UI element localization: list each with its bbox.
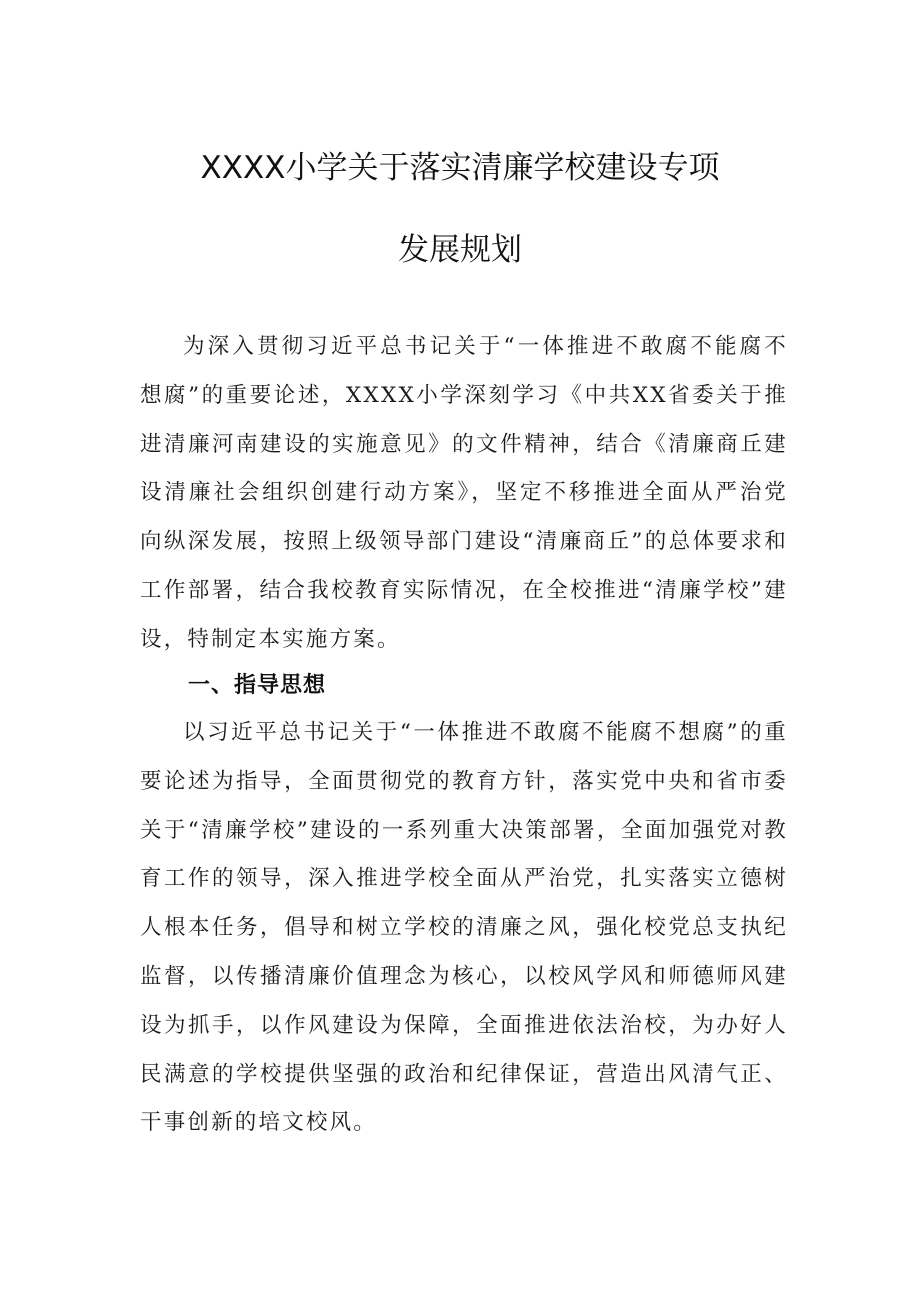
document-title-line-2: 发展规划 (398, 232, 522, 268)
section-paragraph-guiding-ideology: 以习近平总书记关于“一体推进不敢腐不能腐不想腐”的重要论述为指导，全面贯彻党的教育方针，落实党中央和省市委关于“清廉学校”建设的一系列重大决策部署，全面加强党对教育工作的领导，深入推进学校全面从严治党，扎实落实立德树人根本任务，倡导和树立学校的清廉之风，强化校党总支执纪监督，以传播清廉价值理念为核心，以校风学风和师德师风建设为抓手，以作风建设为保障，全面推进依法治校，为办好人民满意的学校提供坚强的政治和纪律保证，营造出风清气正、干事创新的培文校风。 (140, 720, 788, 1136)
intro-paragraph: 为深入贯彻习近平总书记关于“一体推进不敢腐不能腐不想腐”的重要论述，XXXX小学深刻学习《中共XX省委关于推进清廉河南建设的实施意见》的文件精神，结合《清廉商丘建设清廉社会组织创建行动方案》，坚定不移推进全面从严治党向纵深发展，按照上级领导部门建设“清廉商丘”的总体要求和工作部署，结合我校教育实际情况，在全校推进“清廉学校”建设，特制定本实施方案。 (140, 334, 788, 652)
section-heading-guiding-ideology: 一、指导思想 (188, 673, 327, 698)
document-title-line-1: XXXX小学关于落实清廉学校建设专项 (200, 150, 720, 186)
